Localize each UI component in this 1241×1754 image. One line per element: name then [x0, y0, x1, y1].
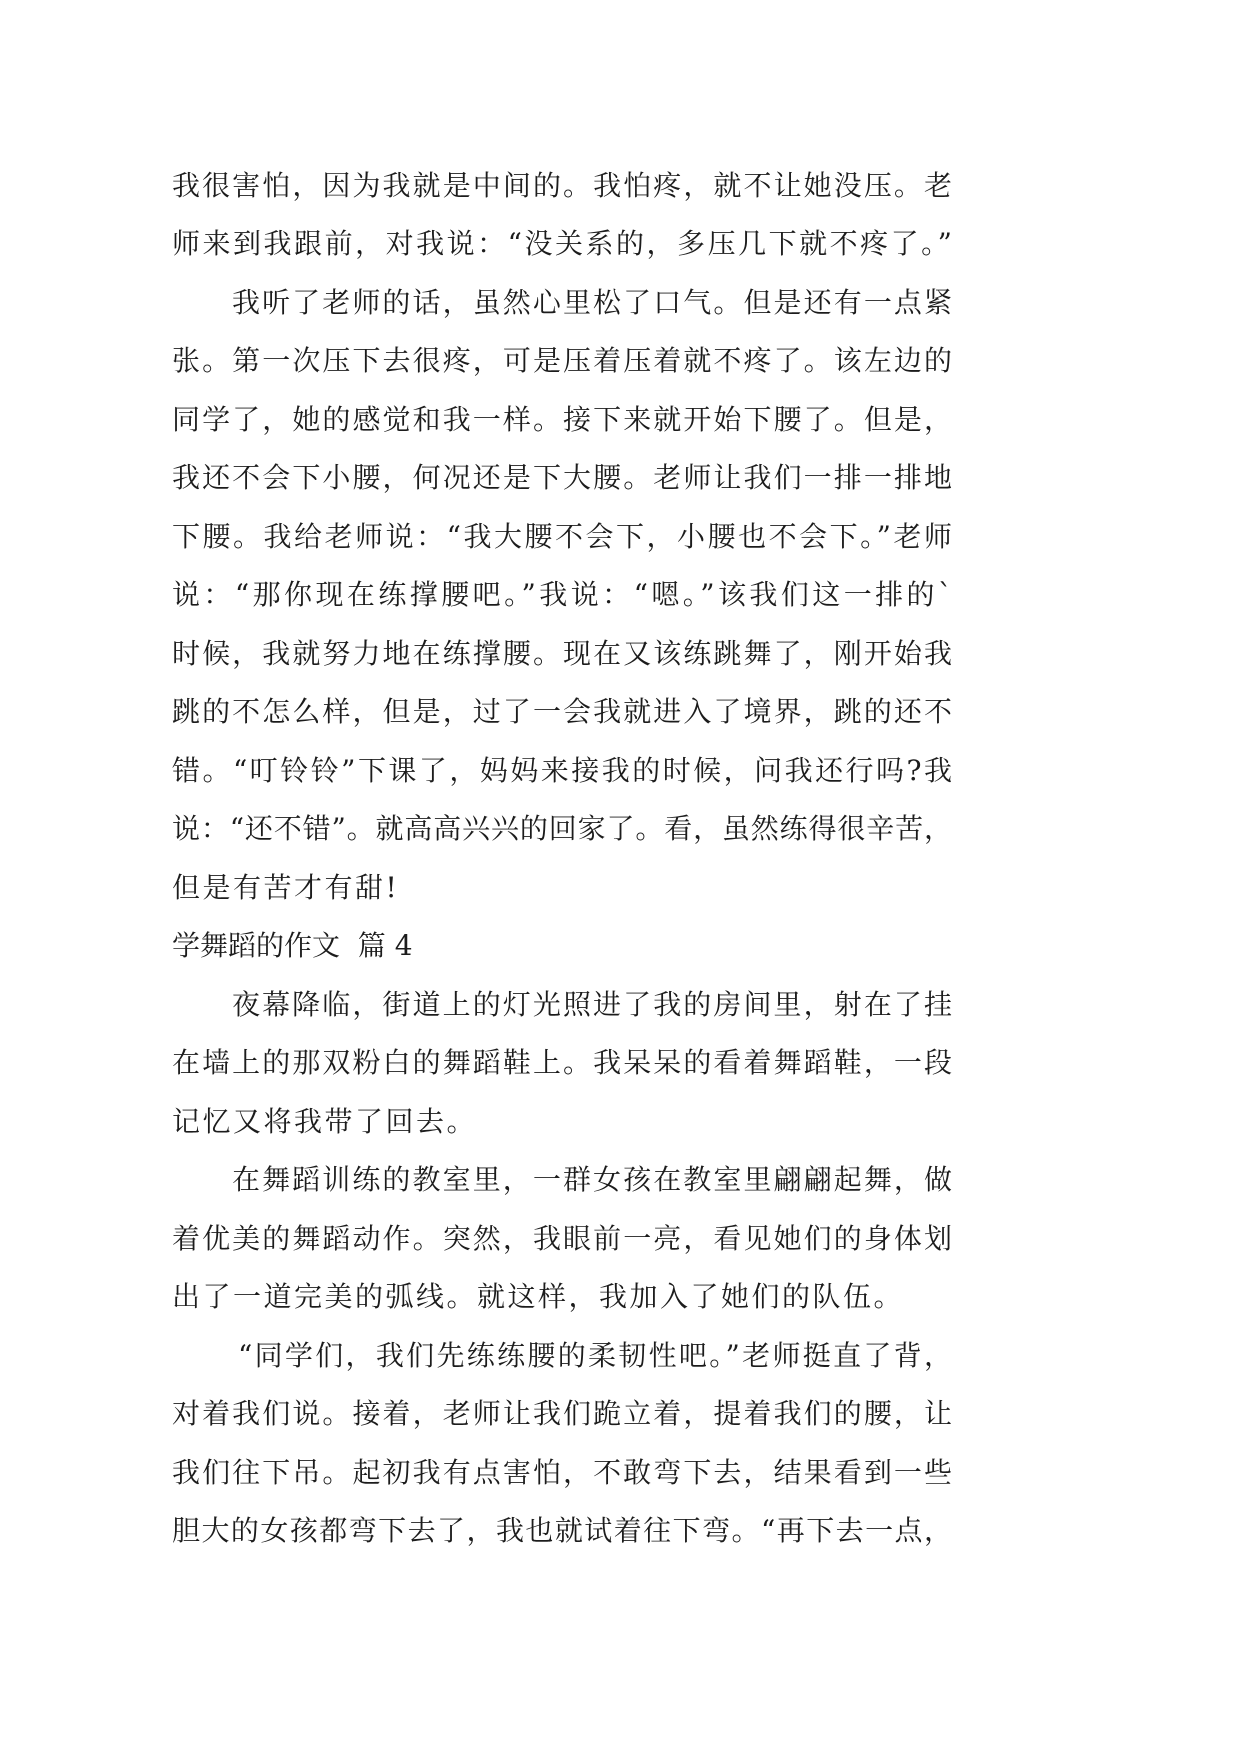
text-line: 对着我们说。接着，老师让我们跪立着，提着我们的腰，让	[172, 1397, 952, 1431]
document-page	[172, 157, 952, 1561]
paragraph	[172, 274, 952, 918]
text-line: 记忆又将我带了回去。	[172, 1104, 478, 1138]
text-line: 我们往下吊。起初我有点害怕，不敢弯下去，结果看到一些	[172, 1455, 952, 1489]
text-line: “同学们，我们先练练腰的柔韧性吧。”老师挺直了背，	[238, 1338, 952, 1372]
text-line: 错。“叮铃铃”下课了，妈妈来接我的时候，问我还行吗?我	[172, 753, 952, 787]
text-line: 说：“那你现在练撑腰吧。”我说：“嗯。”该我们这一排的`	[172, 578, 952, 612]
text-line: 在舞蹈训练的教室里，一群女孩在教室里翩翩起舞，做	[232, 1163, 952, 1197]
text-line: 但是有苦才有甜!	[172, 870, 400, 904]
text-line: 胆大的女孩都弯下去了，我也就试着往下弯。“再下去一点，	[172, 1514, 952, 1548]
text-line: 我还不会下小腰，何况还是下大腰。老师让我们一排一排地	[172, 461, 952, 495]
text-line: 跳的不怎么样，但是，过了一会我就进入了境界，跳的还不	[172, 695, 952, 729]
text-line: 师来到我跟前，对我说：“没关系的，多压几下就不疼了。”	[172, 227, 952, 261]
text-line: 张。第一次压下去很疼，可是压着压着就不疼了。该左边的	[172, 344, 952, 378]
paragraph	[172, 976, 952, 1152]
section-heading: 学舞蹈的作文 篇 4	[172, 929, 413, 963]
text-line: 时候，我就努力地在练撑腰。现在又该练跳舞了，刚开始我	[172, 636, 952, 670]
text-line: 我很害怕，因为我就是中间的。我怕疼，就不让她没压。老	[172, 168, 952, 202]
text-line: 下腰。我给老师说：“我大腰不会下，小腰也不会下。”老师	[172, 519, 952, 553]
text-line: 同学了，她的感觉和我一样。接下来就开始下腰了。但是，	[172, 402, 952, 436]
text-line: 夜幕降临，街道上的灯光照进了我的房间里，射在了挂	[232, 987, 952, 1021]
text-line: 出了一道完美的弧线。就这样，我加入了她们的队伍。	[172, 1280, 905, 1314]
text-line: 说：“还不错”。就高高兴兴的回家了。看，虽然练得很辛苦，	[172, 812, 952, 846]
text-line: 在墙上的那双粉白的舞蹈鞋上。我呆呆的看着舞蹈鞋，一段	[172, 1046, 952, 1080]
paragraph	[172, 157, 952, 274]
paragraph	[172, 1151, 952, 1327]
text-line: 我听了老师的话，虽然心里松了口气。但是还有一点紧	[232, 285, 952, 319]
text-line: 着优美的舞蹈动作。突然，我眼前一亮，看见她们的身体划	[172, 1221, 952, 1255]
paragraph	[172, 1327, 952, 1561]
